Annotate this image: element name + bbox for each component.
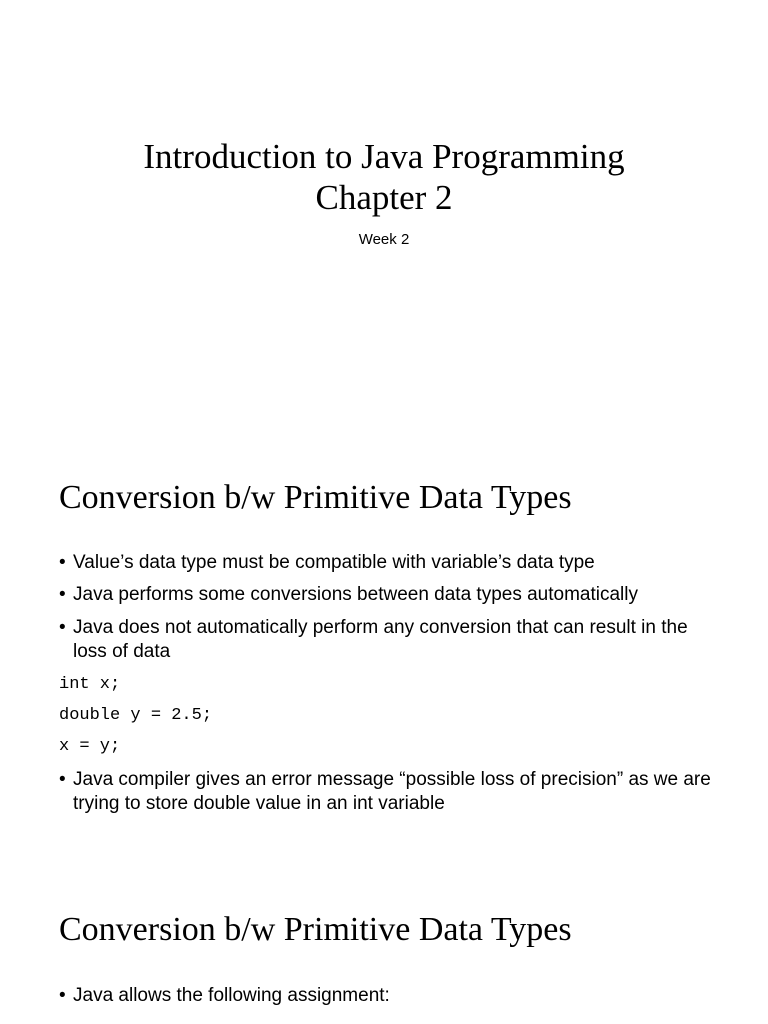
bullet-icon: • [59, 985, 66, 1006]
bullet-icon: • [59, 617, 66, 638]
code-line: int x; [59, 675, 121, 694]
bullet-icon: • [59, 584, 66, 605]
bullet-text: Java performs some conversions between data types automatically [73, 584, 638, 605]
bullet-item [59, 551, 719, 575]
bullet-text: Java does not automatically perform any conversion that can result in the loss of data [73, 617, 688, 662]
bullet-item [59, 768, 719, 816]
slide-heading: Conversion b/w Primitive Data Types [59, 911, 572, 948]
slide-title-line-2: Chapter 2 [315, 178, 453, 217]
code-line: x = y; [59, 737, 121, 756]
slide-title-line-1: Introduction to Java Programming [143, 137, 625, 176]
slide-subtitle: Week 2 [358, 231, 410, 248]
slide-heading: Conversion b/w Primitive Data Types [59, 479, 572, 516]
bullet-icon: • [59, 552, 66, 573]
bullet-item [59, 984, 719, 1008]
code-line: double y = 2.5; [59, 706, 213, 725]
bullet-item [59, 583, 719, 607]
bullet-text: Value’s data type must be compatible with variable’s data type [73, 552, 595, 573]
bullet-item [59, 616, 719, 664]
bullet-text: Java compiler gives an error message “possible loss of precision” as we are trying to store double value in an int variable [73, 769, 711, 814]
title-slide [0, 0, 768, 420]
bullet-text: Java allows the following assignment: [73, 985, 390, 1006]
bullet-icon: • [59, 769, 66, 790]
